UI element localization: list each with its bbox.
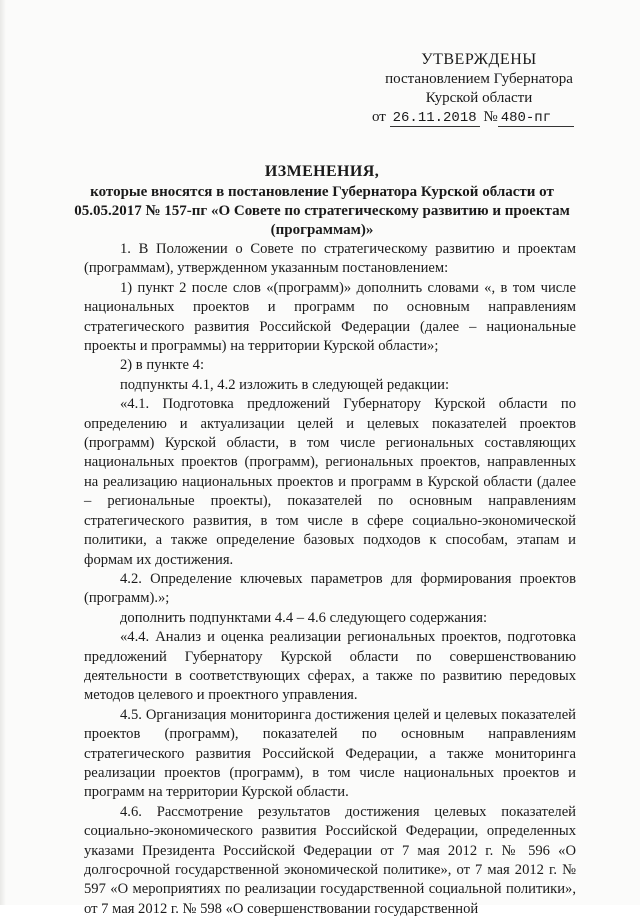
paragraph: дополнить подпунктами 4.4 – 4.6 следующего содержания:: [120, 609, 488, 626]
approval-block: [364, 50, 594, 127]
title-main: ИЗМЕНЕНИЯ,: [264, 163, 380, 180]
date-prefix: от: [372, 109, 386, 125]
approval-date: 26.11.2018: [390, 110, 480, 127]
title-sub: которые вносятся в постановление Губернатора Курской области от 05.05.2017 № 157-пг «О Совете по стратегическому развитию и проектам (программам)»: [74, 184, 570, 238]
number-prefix: №: [483, 109, 498, 125]
paragraph: 2) в пункте 4:: [120, 357, 205, 374]
document-title: [72, 162, 572, 240]
approval-number: 480-пг: [498, 110, 574, 127]
document-body: [84, 240, 576, 919]
paragraph: 1) пункт 2 после слов «(программ)» дополнить словами «, в том числе национальных проектов и программ по основным направлениям стратегического развития Российской Федерации (далее – национальные проекты и программы) на территории Курской области»;: [84, 279, 576, 355]
paragraph: 4.6. Рассмотрение результатов достижения целевых показателей социально-экономического развития Российской Федерации, определенных указами Президента Российской Федерации от 7 мая 2012 г. № 596 «О долгосрочной государственной экономической политике», от 7 мая 2012 г. № 597 «О мероприятиях по реализации государственной социальной политики», от 7 мая 2012 г. № 598 «О совершенствовании государственной: [84, 803, 576, 917]
approval-line-2: Курской области: [425, 90, 533, 106]
paragraph: подпункты 4.1, 4.2 изложить в следующей редакции:: [120, 376, 449, 393]
approval-date-line: [364, 108, 594, 127]
paragraph: 4.2. Определение ключевых параметров для формирования проектов (программ).»;: [84, 570, 576, 607]
approval-line-1: постановлением Губернатора: [385, 71, 573, 87]
paragraph: 1. В Положении о Совете по стратегическому развитию и проектам (программам), утвержденном указанным постановлением:: [84, 241, 576, 277]
paragraph: «4.4. Анализ и оценка реализации региональных проектов, подготовка предложений Губернатору Курской области по совершенствованию деятельности в соответствующих сферах, а также по развитию передовых методов целевого и проектного управления.: [84, 629, 576, 704]
approval-heading: УТВЕРЖДЕНЫ: [421, 51, 537, 68]
paragraph: «4.1. Подготовка предложений Губернатору Курской области по определению и актуализации целей и целевых показателей проектов (программ) Курской области, в том числе региональных составляющих национальных проектов (программ), региональных проектов, направленных на реализацию национальных проектов и программ в Курской области (далее – региональные проекты), показателей по основным направлениям стратегического развития, в том числе в сфере социально-экономической политики, а также определение базовых подходов к способам, этапам и формам их достижения.: [84, 396, 576, 568]
paragraph: 4.5. Организация мониторинга достижения целей и целевых показателей проектов (программ), показателей по основным направлениям стратегического развития Российской Федерации, а также мониторинга реализации проектов (программ), в том числе национальных проектов и программ на территории Курской области.: [84, 706, 576, 801]
